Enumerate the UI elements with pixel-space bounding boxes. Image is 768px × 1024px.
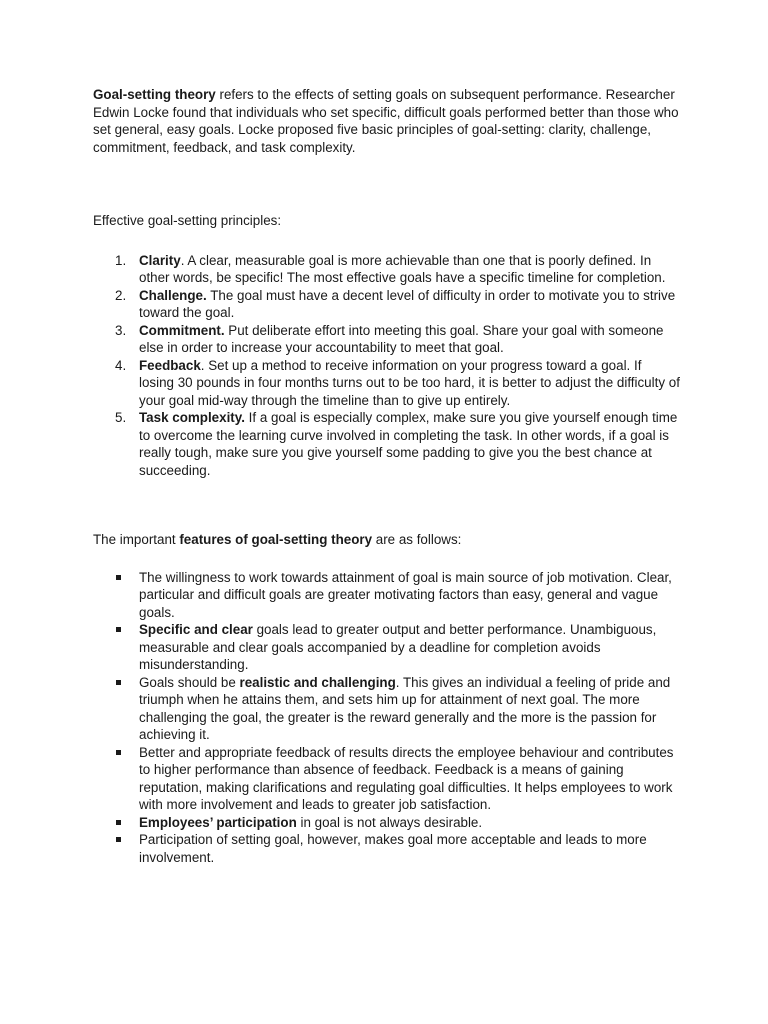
list-item	[93, 357, 680, 410]
principles-heading: Effective goal-setting principles:	[93, 213, 282, 228]
principle-text: Put deliberate effort into meeting this goal. Share your goal with someone else in order to increase your accountability to meet that goal.	[139, 322, 664, 355]
intro-text: refers to the effects of setting goals on subsequent performance. Researcher Edwin Locke found that individuals who set specific, difficult goals performed better than those who set general, easy goals. Locke proposed five basic principles of goal-setting: clarity, challenge, commitment, feedback, and task complexity.	[93, 87, 679, 155]
list-item	[93, 287, 680, 322]
feature-pre: The willingness to work towards attainment of goal is main source of job motivation. Clear, particular and difficult goals are greater motivating factors than easy, general and vague goals.	[139, 569, 672, 620]
list-item	[93, 621, 680, 674]
square-bullet-icon	[116, 750, 121, 755]
principle-term: Clarity	[139, 252, 181, 268]
list-item	[93, 252, 680, 287]
principles-list	[93, 252, 680, 480]
feature-term: Specific and clear	[139, 622, 253, 637]
feature-post: . This gives an individual a feeling of pride and triumph when he attains them, and sets him up for attainment of next goal. The more challenging the goal, the greater is the reward generally and the more is the passion for achieving it.	[139, 674, 671, 742]
feature-pre: Participation of setting goal, however, makes goal more acceptable and leads to more involvement.	[139, 832, 647, 865]
list-number: 3.	[115, 322, 127, 338]
intro-term: Goal-setting theory	[93, 87, 216, 102]
features-list	[93, 569, 680, 867]
principle-term: Task complexity.	[139, 410, 245, 425]
feature-pre: Better and appropriate feedback of results directs the employee behaviour and contributes to higher performance than absence of feedback. Feedback is a means of gaining reputation, making clarifications and regulating goal difficulties. It helps employees to work with more involvement and leads to greater job satisfaction.	[139, 744, 674, 812]
list-number: 2.	[115, 287, 127, 303]
list-item	[93, 569, 680, 622]
square-bullet-icon	[116, 627, 121, 632]
square-bullet-icon	[116, 837, 121, 842]
principle-term: Challenge.	[139, 287, 207, 303]
square-bullet-icon	[116, 680, 121, 685]
features-heading-term: features of goal-setting theory	[179, 532, 373, 547]
list-number: 5.	[115, 410, 127, 425]
principle-term: Feedback	[139, 357, 201, 373]
square-bullet-icon	[116, 575, 121, 580]
intro-paragraph	[93, 86, 680, 156]
list-item	[93, 814, 680, 832]
principle-text: . A clear, measurable goal is more achievable than one that is poorly defined. In other words, be specific! The most effective goals have a specific timeline for completion.	[139, 252, 666, 285]
list-item	[93, 322, 680, 357]
features-heading-pre: The important	[93, 532, 180, 547]
square-bullet-icon	[116, 820, 121, 825]
features-heading	[93, 531, 680, 549]
list-item	[93, 409, 680, 479]
feature-pre: Goals should be	[139, 674, 240, 690]
principle-term: Commitment.	[139, 322, 225, 338]
list-number: 4.	[115, 357, 127, 373]
principle-text: . Set up a method to receive information on your progress toward a goal. If losing 30 pounds in four months turns out to be too hard, it is better to adjust the difficulty of your goal mid-way through the timeline than to give up entirely.	[139, 357, 680, 408]
principle-text: If a goal is especially complex, make sure you give yourself enough time to overcome the learning curve involved in completing the task. In other words, if a goal is really tough, make sure you give yourself some padding to give you the best chance at succeeding.	[139, 410, 678, 478]
list-item	[93, 674, 680, 744]
feature-term: Employees’ participation	[139, 814, 297, 830]
feature-term: realistic and challenging	[239, 674, 396, 690]
feature-post: goals lead to greater output and better performance. Unambiguous, measurable and clear goals accompanied by a deadline for completion avoids misunderstanding.	[139, 622, 657, 672]
list-item	[93, 831, 680, 866]
feature-post: in goal is not always desirable.	[296, 814, 483, 830]
features-heading-post: are as follows:	[372, 532, 462, 547]
list-number: 1.	[115, 252, 127, 268]
list-item	[93, 744, 680, 814]
principle-text: The goal must have a decent level of difficulty in order to motivate you to strive toward the goal.	[139, 287, 676, 320]
